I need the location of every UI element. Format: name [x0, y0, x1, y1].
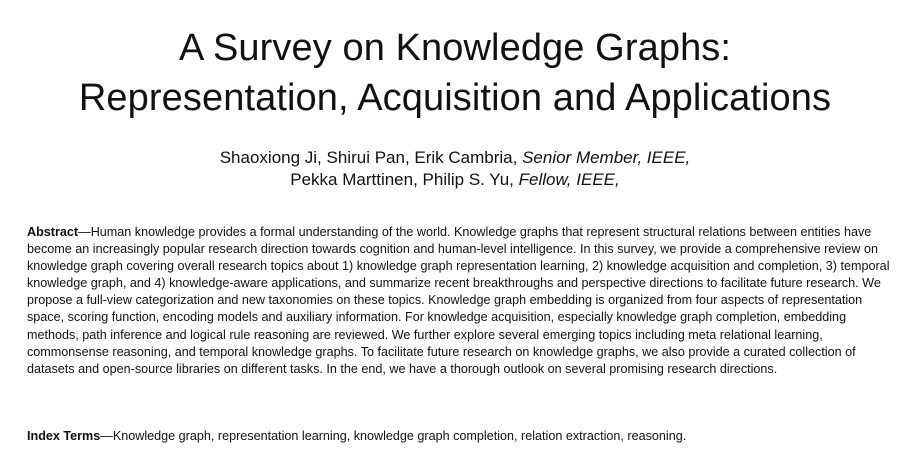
abstract-text: —Human knowledge provides a formal understanding of the world. Knowledge graphs that represent structural relations between entities have become an increasingly popular research direction towards cognition and human-level intelligence. In this survey, we provide a comprehensive review on knowledge graph covering overall research topics about 1) knowledge graph representation learning, 2) knowledge acquisition and completion, 3) temporal knowledge graph, and 4) knowledge-aware applications, and summarize recent breakthroughs and perspective directions to facilitate future research. We propose a full-view categorization and new taxonomies on these topics. Knowledge graph embedding is organized from four aspects of representation space, scoring function, encoding models and auxiliary information. For knowledge acquisition, especially knowledge graph completion, embedding methods, path inference and logical rule reasoning are reviewed. We further explore several emerging topics including meta relational learning, commonsense reasoning, and temporal knowledge graphs. To facilitate future research on knowledge graphs, we also provide a curated collection of datasets and open-source libraries on different tasks. In the end, we have a thorough outlook on several promising research directions.	[27, 225, 890, 376]
author-names-1: Shaoxiong Ji, Shirui Pan, Erik Cambria,	[219, 148, 523, 167]
abstract	[27, 224, 891, 378]
paper-title-line-2: Representation, Acquisition and Applications	[78, 77, 832, 119]
abstract-label: Abstract	[27, 225, 79, 239]
author-role-2: Fellow, IEEE,	[518, 170, 620, 189]
paper-title-line-1: A Survey on Knowledge Graphs:	[178, 27, 732, 69]
author-role-1: Senior Member, IEEE,	[522, 148, 691, 167]
index-terms-text: —Knowledge graph, representation learning, knowledge graph completion, relation extraction, reasoning.	[100, 429, 687, 443]
authors-line-1	[0, 147, 910, 169]
index-terms-label: Index Terms	[27, 429, 101, 443]
author-names-2: Pekka Marttinen, Philip S. Yu,	[290, 170, 519, 189]
index-terms	[27, 428, 891, 445]
authors-line-2	[0, 169, 910, 191]
